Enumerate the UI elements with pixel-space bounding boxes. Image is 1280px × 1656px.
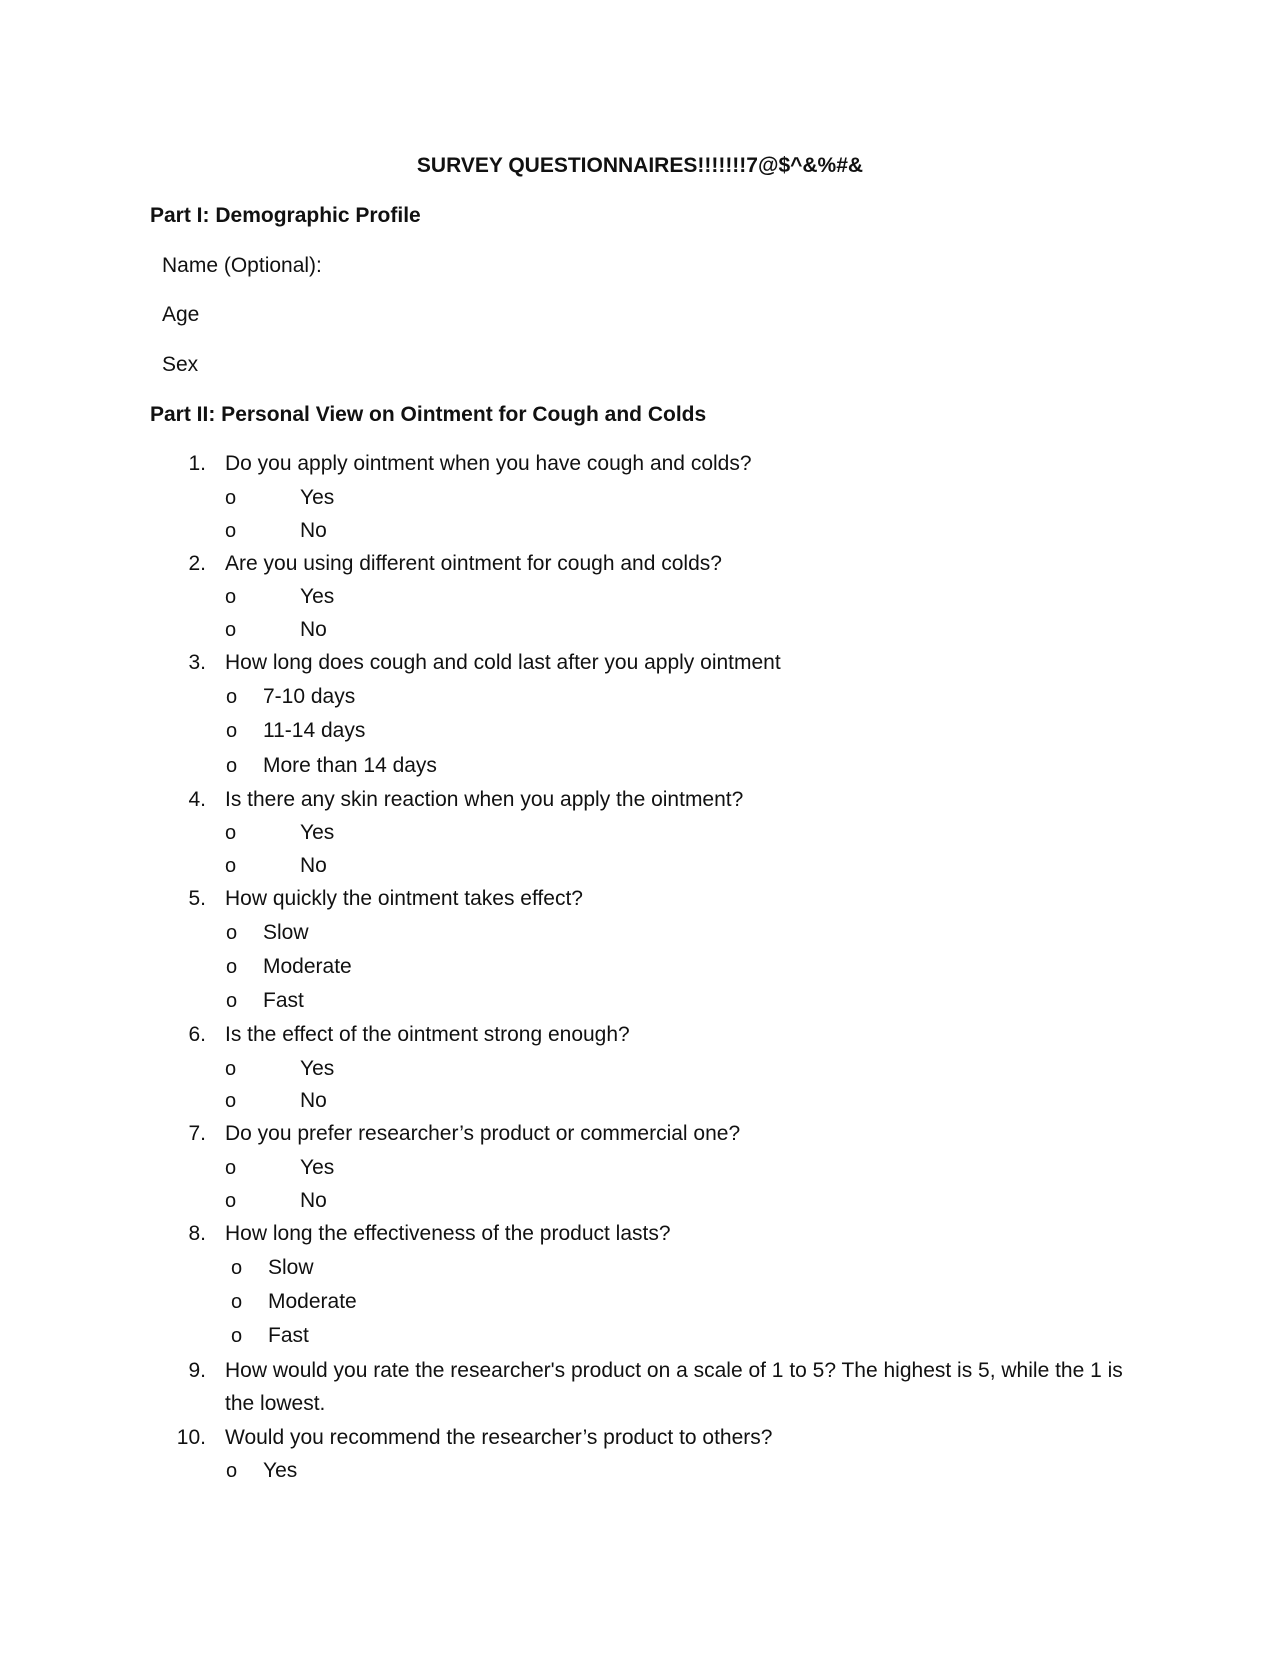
question-text: Would you recommend the researcher’s product to others? [225, 1426, 773, 1449]
bullet-icon: o [225, 586, 237, 608]
age-field-label: Age [162, 303, 200, 326]
option-label: Yes [300, 1156, 335, 1179]
bullet-icon: o [225, 487, 237, 509]
bullet-icon: o [226, 686, 238, 708]
bullet-icon: o [226, 720, 238, 742]
option-label: Yes [300, 1057, 335, 1080]
question-number: 1. [188, 452, 206, 475]
sex-field-label: Sex [162, 353, 199, 376]
question-text: How would you rate the researcher's product on a scale of 1 to 5? The highest is 5, while the 1 is the lowest. [225, 1359, 1123, 1415]
option-label: 11-14 days [263, 719, 366, 742]
option-label: No [300, 1089, 327, 1112]
bullet-icon: o [225, 855, 237, 877]
option-label: Fast [268, 1324, 309, 1347]
option-label: Moderate [268, 1290, 357, 1313]
option-label: Slow [268, 1256, 314, 1279]
option-label: Yes [263, 1459, 298, 1482]
option-label: No [300, 618, 327, 641]
bullet-icon: o [231, 1257, 243, 1279]
question-number: 5. [188, 887, 206, 910]
bullet-icon: o [225, 1058, 237, 1080]
bullet-icon: o [225, 822, 237, 844]
option-label: More than 14 days [263, 754, 437, 777]
option-label: No [300, 854, 327, 877]
question-text: Are you using different ointment for cough and colds? [225, 552, 722, 575]
question-text: How long does cough and cold last after you apply ointment [225, 651, 781, 674]
bullet-icon: o [231, 1291, 243, 1313]
question-text: How quickly the ointment takes effect? [225, 887, 583, 910]
bullet-icon: o [225, 520, 237, 542]
question-number: 8. [188, 1222, 206, 1245]
bullet-icon: o [225, 1157, 237, 1179]
option-label: No [300, 519, 327, 542]
option-label: No [300, 1189, 327, 1212]
option-label: Fast [263, 989, 304, 1012]
option-label: Moderate [263, 955, 352, 978]
option-label: Yes [300, 585, 335, 608]
bullet-icon: o [225, 1190, 237, 1212]
question-number: 4. [188, 788, 206, 811]
question-number: 9. [188, 1359, 206, 1382]
question-number: 6. [188, 1023, 206, 1046]
bullet-icon: o [226, 922, 238, 944]
question-number: 2. [188, 552, 206, 575]
question-number: 3. [188, 651, 206, 674]
question-text: How long the effectiveness of the product lasts? [225, 1222, 671, 1245]
question-text: Do you prefer researcher’s product or commercial one? [225, 1122, 741, 1145]
document-title: SURVEY QUESTIONNAIRES!!!!!!!7@$^&%#& [416, 154, 864, 177]
part1-heading: Part I: Demographic Profile [150, 204, 421, 227]
bullet-icon: o [226, 990, 238, 1012]
bullet-icon: o [226, 755, 238, 777]
question-number: 7. [188, 1122, 206, 1145]
bullet-icon: o [225, 619, 237, 641]
question-text: Is there any skin reaction when you apply the ointment? [225, 788, 744, 811]
question-text: Is the effect of the ointment strong enough? [225, 1023, 630, 1046]
option-label: Yes [300, 486, 335, 509]
name-field-label: Name (Optional): [162, 254, 322, 277]
option-label: 7-10 days [263, 685, 356, 708]
bullet-icon: o [226, 956, 238, 978]
option-label: Yes [300, 821, 335, 844]
bullet-icon: o [225, 1090, 237, 1112]
option-label: Slow [263, 921, 309, 944]
bullet-icon: o [226, 1460, 238, 1482]
question-text: Do you apply ointment when you have cough and colds? [225, 452, 752, 475]
part2-heading: Part II: Personal View on Ointment for Cough and Colds [150, 403, 707, 426]
question-number: 10. [176, 1426, 206, 1449]
bullet-icon: o [231, 1325, 243, 1347]
